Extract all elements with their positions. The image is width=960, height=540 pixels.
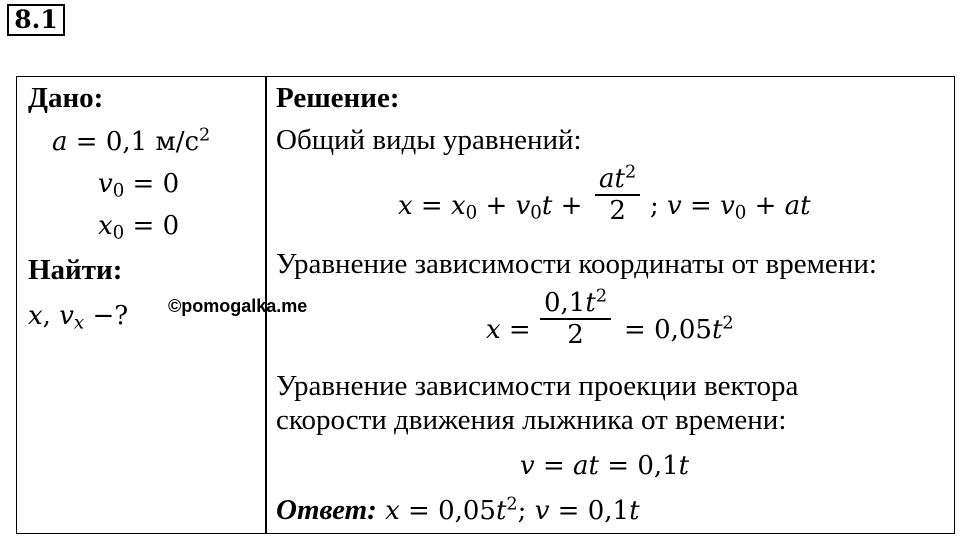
find-header: Найти: — [28, 254, 123, 286]
given-initial-velocity: $v_0 = 0$ — [98, 169, 180, 202]
find-quantities: x, $v_x$ −? — [28, 301, 129, 334]
equation-coordinate-right: = $0,05t^2$ — [624, 313, 734, 345]
fraction-at2-over-2: $at^2$ 2 — [595, 164, 640, 226]
given-initial-coordinate: $x_0 = 0$ — [98, 211, 180, 244]
given-acceleration: a = 0,1 $м/с^2$ — [52, 125, 211, 157]
velocity-dependence-label-2: скорости движения лыжника от времени: — [276, 404, 787, 436]
watermark: ©pomogalka.me — [168, 296, 308, 316]
equation-coordinate-left: x = — [486, 315, 531, 345]
coordinate-dependence-label: Уравнение зависимости координаты от времени: — [276, 248, 877, 280]
given-header: Дано: — [28, 82, 104, 114]
general-equations-label: Общий виды уравнений: — [276, 124, 582, 156]
answer-label: Ответ: — [276, 494, 377, 526]
equation-velocity: v = at = 0,1t — [520, 451, 690, 481]
equation-general-right: ; $v = v_0$ + at — [650, 191, 811, 224]
solution-header: Решение: — [276, 82, 400, 114]
equation-general-left: $x = x_0 + v_0t$ + — [398, 191, 583, 224]
answer-line: Ответ: $x = 0,05t^2$; v = 0,1t — [276, 494, 640, 526]
velocity-dependence-label-1: Уравнение зависимости проекции вектора — [276, 370, 799, 402]
fraction-coordinate: $0,1t^2$ 2 — [540, 288, 611, 350]
problem-number: 8.1 — [7, 4, 65, 36]
